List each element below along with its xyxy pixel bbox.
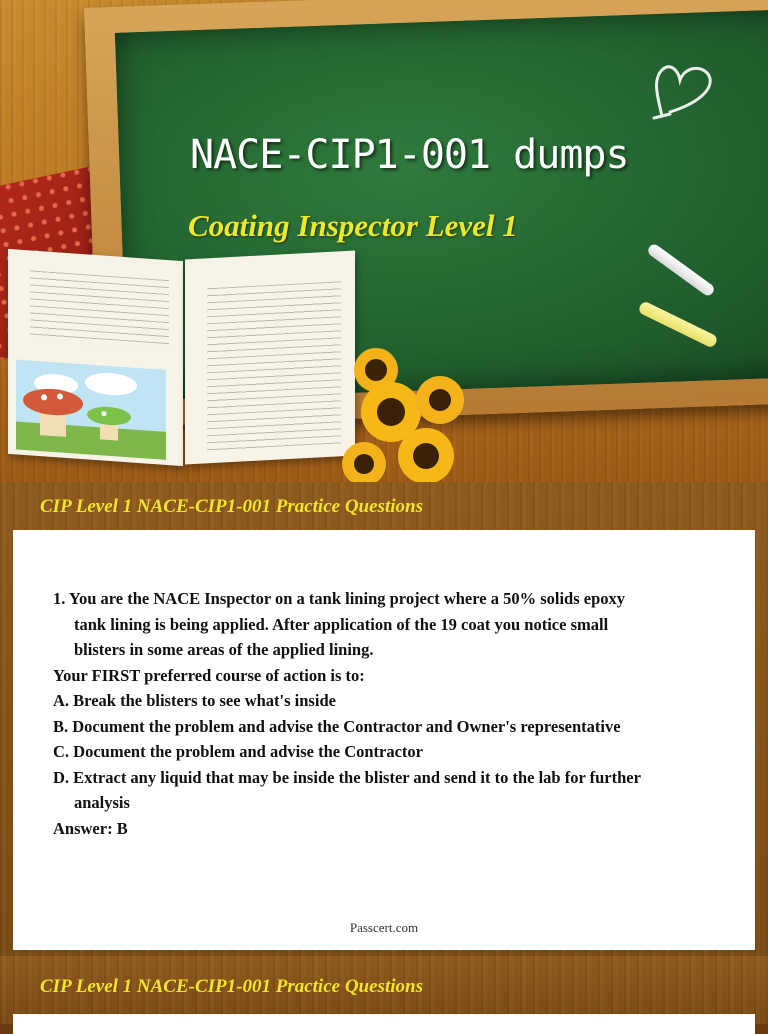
next-question-card <box>13 1014 755 1034</box>
option-d-cont: analysis <box>74 793 130 812</box>
option-d: D. Extract any liquid that may be inside the blister and send it to the lab for further <box>53 767 641 787</box>
option-b: B. Document the problem and advise the Contractor and Owner's representative <box>53 716 621 736</box>
book-left-page <box>8 249 183 466</box>
chalk-heart-icon <box>648 58 718 120</box>
question-prompt: Your FIRST preferred course of action is to: <box>53 665 365 685</box>
cover-slide <box>0 0 768 482</box>
next-slide-heading: CIP Level 1 NACE-CIP1-001 Practice Questions <box>40 976 423 997</box>
mushroom-house-illustration <box>16 359 166 459</box>
question-card <box>13 530 755 950</box>
answer-line: Answer: B <box>53 818 128 838</box>
question-stem-cont: tank lining is being applied. After application of the 19 coat you notice small <box>74 614 609 634</box>
sunflowers-decoration <box>336 340 486 482</box>
next-slide <box>0 956 768 1024</box>
option-a: A. Break the blisters to see what's inside <box>53 691 336 710</box>
source-footer: Passcert.com <box>349 920 419 935</box>
option-c: C. Document the problem and advise the Contractor <box>53 742 424 761</box>
open-book-illustration <box>0 255 370 480</box>
practice-question-slide <box>0 482 768 956</box>
cover-subtitle: Coating Inspector Level 1 <box>188 208 518 243</box>
cover-title: NACE-CIP1-001 dumps <box>190 132 629 178</box>
book-right-page <box>185 251 355 465</box>
question-block <box>53 586 743 841</box>
question-stem-cont: blisters in some areas of the applied lining. <box>74 640 374 659</box>
question-stem: 1. You are the NACE Inspector on a tank lining project where a 50% solids epoxy <box>53 589 626 608</box>
slide-heading: CIP Level 1 NACE-CIP1-001 Practice Questions <box>40 496 423 517</box>
